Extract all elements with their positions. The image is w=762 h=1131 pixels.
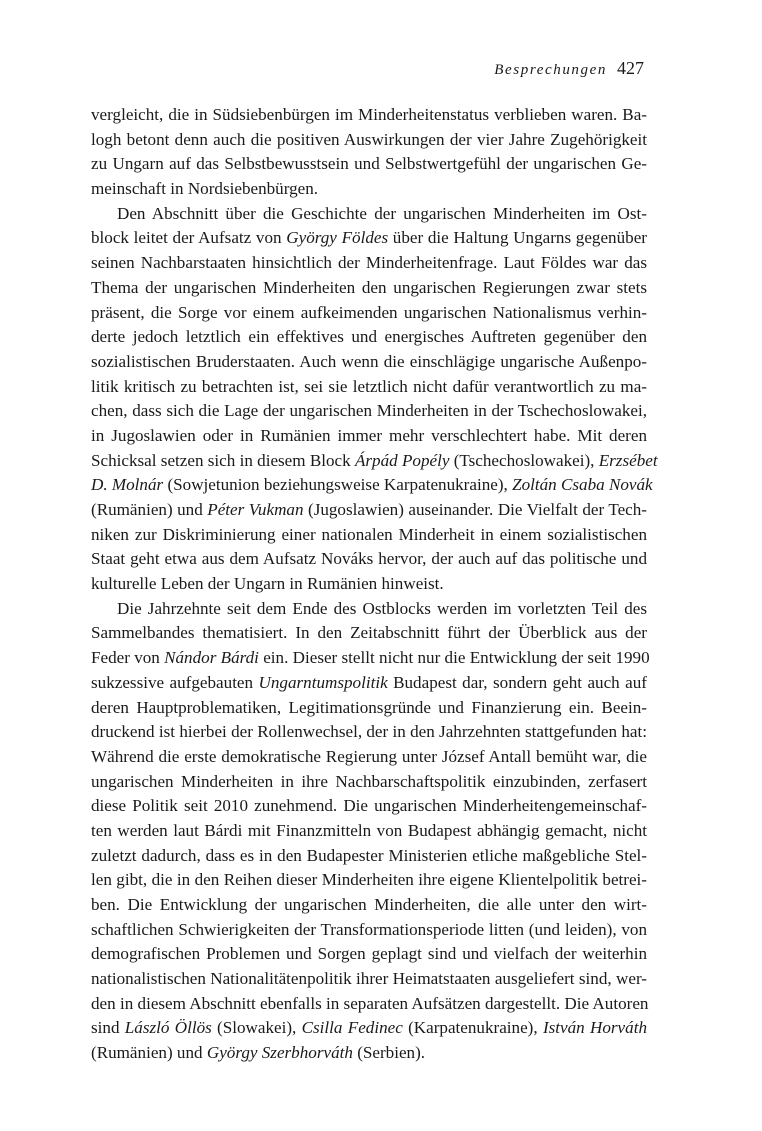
text-segment: nationalistischen Nationalitätenpolitik ihrer Heimatstaaten ausgeliefert sind, wer-: [91, 969, 647, 989]
italic-name: Árpád Popély: [354, 450, 450, 470]
text-line: [91, 967, 647, 992]
text-segment: (Tschechoslowakei),: [449, 450, 599, 470]
text-line: [91, 597, 647, 622]
text-line: [91, 1016, 647, 1041]
text-segment: meinschaft in Nordsiebenbürgen.: [91, 179, 319, 199]
text-line: [91, 696, 647, 721]
text-line: [91, 1041, 647, 1066]
text-segment: Schicksal setzen sich in diesem Block: [91, 450, 355, 470]
text-line: [91, 893, 647, 918]
text-segment: Während die erste demokratische Regierung unter József Antall bemüht war, die: [91, 746, 647, 766]
text-line: [91, 276, 647, 301]
text-line: [91, 103, 647, 128]
page-number: 427: [617, 58, 644, 78]
text-line: [91, 449, 658, 474]
text-line: [91, 794, 647, 819]
text-segment: sind: [91, 1018, 125, 1038]
text-segment: (Sowjetunion beziehungsweise Karpatenukraine),: [163, 475, 513, 495]
text-line: [91, 226, 647, 251]
text-line: [91, 819, 647, 844]
paragraph: [91, 202, 658, 597]
text-segment: len gibt, die in den Reihen dieser Minderheiten ihre eigene Klientelpolitik betrei-: [91, 870, 647, 890]
text-segment: zuletzt dadurch, dass es in den Budapester Ministerien etliche maßgebliche Stel-: [91, 845, 647, 865]
text-line: [91, 572, 647, 597]
text-segment: Budapest dar, sondern geht auch auf: [387, 672, 647, 692]
italic-name: Csilla Fedinec: [301, 1018, 403, 1038]
text-segment: litik kritisch zu betrachten ist, sei sie letztlich nicht dafür verantwortlich zu ma-: [91, 376, 647, 396]
text-line: [91, 152, 647, 177]
text-line: [91, 942, 647, 967]
text-line: [91, 868, 647, 893]
text-segment: demografischen Problemen und Sorgen geplagt sind und vielfach der weiterhin: [91, 944, 647, 964]
text-segment: (Serbien).: [352, 1043, 426, 1063]
text-line: [91, 621, 647, 646]
text-line: [91, 745, 647, 770]
text-segment: sozialistischen Bruderstaaten. Auch wenn die einschlägige ungarische Außenpo-: [91, 351, 647, 371]
text-line: [91, 720, 647, 745]
text-line: [91, 498, 647, 523]
text-line: [91, 671, 647, 696]
text-segment: Feder von: [91, 648, 165, 668]
text-segment: ungarischen Minderheiten in ihre Nachbarschaftspolitik einzubinden, zerfasert: [91, 771, 647, 791]
text-segment: Staat geht etwa aus dem Aufsatz Nováks hervor, der auch auf das politische und: [91, 549, 647, 569]
text-segment: schaftlichen Schwierigkeiten der Transformationsperiode litten (und leiden), von: [91, 919, 647, 939]
text-line: [91, 918, 647, 943]
text-segment: den in diesem Abschnitt ebenfalls in separaten Aufsätzen dargestellt. Die Autoren: [91, 993, 649, 1013]
text-line: [91, 177, 647, 202]
text-line: [91, 128, 647, 153]
paragraph: [91, 103, 647, 202]
text-segment: seinen Nachbarstaaten hinsichtlich der Minderheitenfrage. Laut Földes war das: [91, 253, 647, 273]
text-segment: in Jugoslawien oder in Rumänien immer mehr verschlechtert habe. Mit deren: [91, 425, 647, 445]
running-title: Besprechungen: [494, 62, 607, 78]
text-segment: deren Hauptproblematiken, Legitimationsgründe und Finanzierung ein. Beein-: [91, 697, 647, 717]
text-line: [91, 251, 647, 276]
italic-name: György Földes: [286, 228, 389, 248]
italic-name: Ungarntumspolitik: [258, 672, 388, 692]
text-line: [91, 547, 647, 572]
text-line: [91, 325, 647, 350]
text-line: [91, 473, 653, 498]
text-segment: vergleicht, die in Südsiebenbürgen im Minderheitenstatus verblieben waren. Ba-: [91, 105, 647, 124]
text-segment: ben. Die Entwicklung der ungarischen Minderheiten, die alle unter den wirt-: [91, 895, 647, 914]
text-line: [91, 350, 647, 375]
italic-name: Nándor Bárdi: [164, 648, 259, 668]
text-segment: Sammelbandes thematisiert. In den Zeitabschnitt führt der Überblick aus der: [91, 623, 647, 643]
italic-name: István Horváth: [542, 1018, 647, 1038]
text-line: [91, 301, 647, 326]
page-header: [494, 58, 644, 79]
text-segment: Die Jahrzehnte seit dem Ende des Ostblocks werden im vorletzten Teil des: [117, 598, 647, 618]
text-segment: über die Haltung Ungarns gegenüber: [388, 228, 647, 248]
text-segment: ten werden laut Bárdi mit Finanzmitteln von Budapest abhängig gemacht, nicht: [91, 820, 647, 840]
text-line: [91, 523, 647, 548]
paragraph: [91, 597, 650, 1066]
italic-name: Péter Vukman: [207, 500, 304, 519]
text-segment: druckend ist hierbei der Rollenwechsel, der in den Jahrzehnten stattgefunden hat:: [91, 722, 647, 742]
text-segment: niken zur Diskriminierung einer nationalen Minderheit in einem sozialistischen: [91, 524, 647, 544]
italic-name: Erzsébet: [598, 450, 658, 470]
text-line: [91, 844, 647, 869]
text-segment: logh betont denn auch die positiven Auswirkungen der vier Jahre Zugehörigkeit: [91, 129, 647, 149]
italic-name: D. Molnár: [91, 475, 164, 495]
text-line: [91, 770, 647, 795]
text-segment: Thema der ungarischen Minderheiten den ungarischen Regierungen zwar stets: [91, 277, 647, 297]
text-segment: block leitet der Aufsatz von: [91, 228, 287, 248]
text-segment: präsent, die Sorge vor einem aufkeimenden ungarischen Nationalismus verhin-: [91, 302, 647, 322]
text-segment: sukzessive aufgebauten: [91, 672, 259, 692]
text-segment: diese Politik seit 2010 zunehmend. Die ungarischen Minderheitengemeinschaf-: [91, 796, 647, 816]
text-line: [91, 646, 650, 671]
text-segment: derte jedoch letztlich ein effektives und energisches Auftreten gegenüber den: [91, 327, 647, 347]
italic-name: Zoltán Csaba Novák: [512, 475, 653, 495]
text-segment: zu Ungarn auf das Selbstbewusstsein und Selbstwertgefühl der ungarischen Ge-: [91, 154, 647, 174]
text-segment: (Slowakei),: [211, 1018, 302, 1038]
text-segment: (Jugoslawien) auseinander. Die Vielfalt der Tech-: [303, 500, 647, 519]
text-segment: chen, dass sich die Lage der ungarischen Minderheiten in der Tschechoslowakei,: [91, 401, 647, 421]
text-line: [91, 992, 647, 1017]
italic-name: László Öllös: [124, 1018, 212, 1038]
text-line: [91, 424, 647, 449]
text-line: [91, 399, 647, 424]
body-text: [91, 103, 658, 1066]
text-line: [91, 375, 647, 400]
text-line: [91, 202, 647, 227]
italic-name: György Szerbhorváth: [206, 1043, 353, 1063]
text-segment: (Karpatenukraine),: [402, 1018, 543, 1038]
text-segment: kulturelle Leben der Ungarn in Rumänien hinweist.: [91, 574, 444, 594]
text-segment: (Rumänien) und: [91, 1043, 207, 1063]
text-segment: Den Abschnitt über die Geschichte der ungarischen Minderheiten im Ost-: [117, 203, 647, 223]
text-segment: (Rumänien) und: [91, 500, 208, 519]
text-segment: ein. Dieser stellt nicht nur die Entwicklung der seit 1990: [258, 648, 650, 668]
